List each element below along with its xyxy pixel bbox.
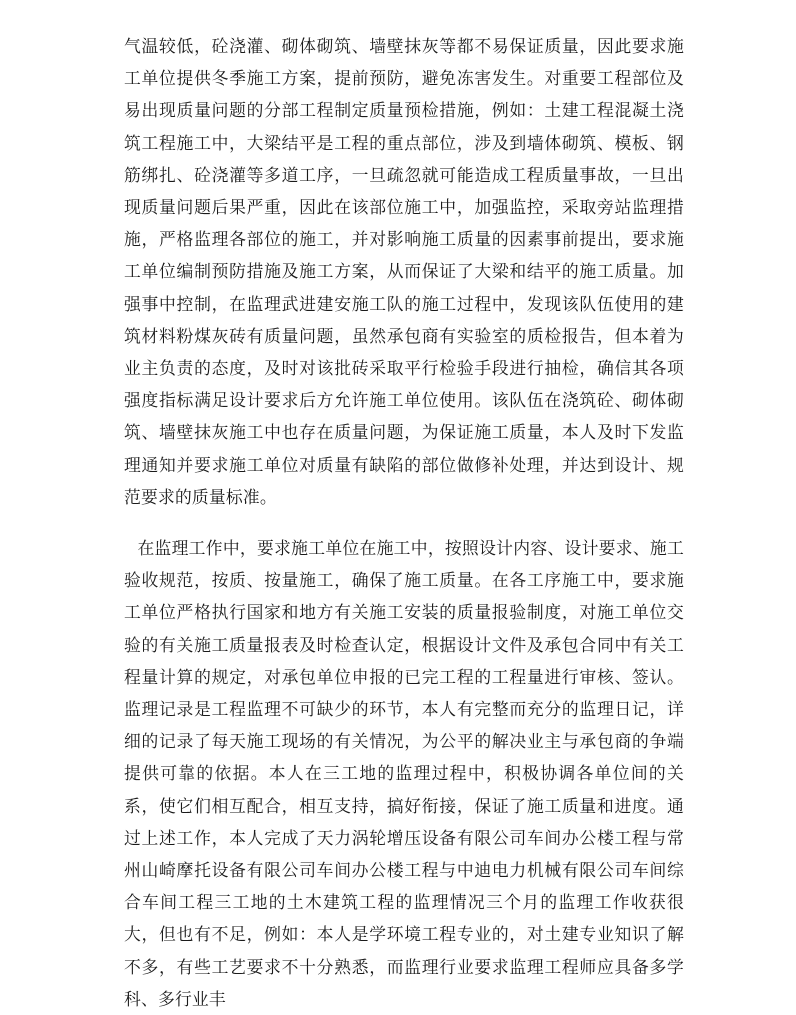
body-paragraph-2: 在监理工作中，要求施工单位在施工中，按照设计内容、设计要求、施工验收规范，按质、按量施工，确保了施工质量。在各工序施工中，要求施工单位严格执行国家和地方有关施工安装的质量报验制度，对施工单位交验的有关施工质量报表及时检查认定，根据设计文件及承包合同中有关工程量计算的规定，对承包单位申报的已完工程的工程量进行审核、签认。监理记录是工程监理不可缺少的环节，本人有完整而充分的监理日记，详细的记录了每天施工现场的有关情况，为公平的解决业主与承包商的争端提供可靠的依据。本人在三工地的监理过程中，积极协调各单位间的关系，使它们相互配合，相互支持，搞好衔接，保证了施工质量和进度。通过上述工作，本人完成了天力涡轮增压设备有限公司车间办公楼工程与常州山崎摩托设备有限公司车间办公楼工程与中迪电力机械有限公司车间综合车间工程三工地的土木建筑工程的监理情况三个月的监理工作收获很大，但也有不足，例如：本人是学环境工程专业的，对土建专业知识了解不多，有些工艺要求不十分熟悉，而监理行业要求监理工程师应具备多学科、多行业丰	[124, 538, 684, 1009]
body-paragraph-1: 气温较低，砼浇灌、砌体砌筑、墙壁抹灰等都不易保证质量，因此要求施工单位提供冬季施工方案，提前预防，避免冻害发生。对重要工程部位及易出现质量问题的分部工程制定质量预检措施，例如：土建工程混凝土浇筑工程施工中，大梁结平是工程的重点部位，涉及到墙体砌筑、模板、钢筋绑扎、砼浇灌等多道工序，一旦疏忽就可能造成工程质量事故，一旦出现质量问题后果严重，因此在该部位施工中，加强监控，采取旁站监理措施，严格监理各部位的施工，并对影响施工质量的因素事前提出，要求施工单位编制预防措施及施工方案，从而保证了大梁和结平的施工质量。加强事中控制，在监理武进建安施工队的施工过程中，发现该队伍使用的建筑材料粉煤灰砖有质量问题，虽然承包商有实验室的质检报告，但本着为业主负责的态度，及时对该批砖采取平行检验手段进行抽检，确信其各项强度指标满足设计要求后方允许施工单位使用。该队伍在浇筑砼、砌体砌筑、墙壁抹灰施工中也存在质量问题，为保证施工质量，本人及时下发监理通知并要求施工单位对质量有缺陷的部位做修补处理，并达到设计、规范要求的质量标准。	[124, 36, 684, 507]
